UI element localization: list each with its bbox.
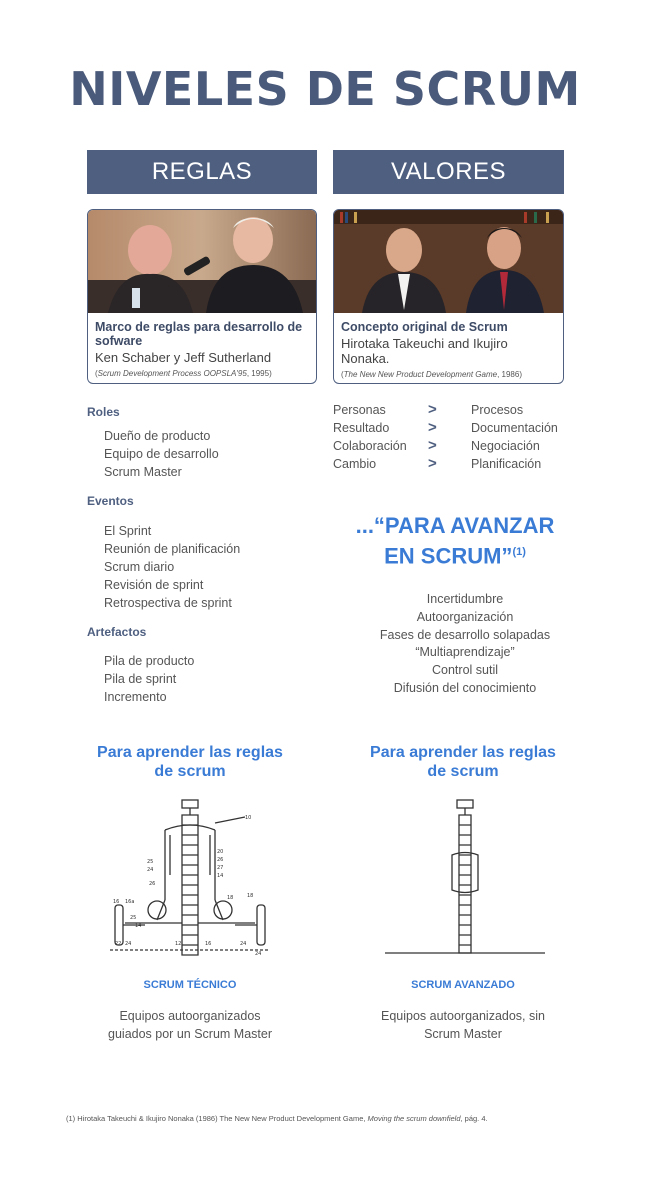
rules-card-source: (Scrum Development Process OOPSLA'95, 1995) [95, 369, 272, 378]
svg-text:27: 27 [217, 865, 224, 871]
list-item: Control sutil [432, 663, 498, 677]
list-item: Scrum diario [104, 560, 175, 574]
rules-photo [88, 210, 316, 313]
chevron-right-icon: > [428, 437, 437, 454]
svg-text:26: 26 [149, 881, 156, 887]
value-left: Resultado [333, 421, 390, 435]
value-left: Colaboración [333, 439, 407, 453]
chevron-right-icon: > [428, 419, 437, 436]
list-item: El Sprint [104, 524, 152, 538]
page-title: NIVELES DE SCRUM [69, 62, 581, 116]
scrum-tecnico-label: SCRUM TÉCNICO [143, 979, 237, 991]
svg-text:18: 18 [227, 895, 234, 901]
list-item: Incertidumbre [426, 592, 504, 606]
chevron-right-icon: > [428, 455, 437, 472]
events-heading: Eventos [87, 494, 134, 508]
list-item: Retrospectiva de sprint [104, 596, 232, 610]
value-right: Documentación [471, 421, 558, 435]
roles-heading: Roles [87, 405, 120, 419]
list-item: Revisión de sprint [104, 578, 204, 592]
svg-text:24: 24 [255, 951, 262, 957]
list-item: Difusión del conocimiento [393, 681, 537, 695]
chevron-right-icon: > [428, 401, 437, 418]
values-card-title: Concepto original de Scrum [341, 320, 508, 334]
values-header: VALORES [333, 150, 564, 194]
svg-text:25: 25 [130, 915, 137, 921]
list-item: Pila de producto [104, 654, 195, 668]
svg-text:18: 18 [247, 893, 254, 899]
svg-text:14: 14 [135, 923, 142, 929]
list-item: Equipo de desarrollo [104, 447, 219, 461]
svg-text:12: 12 [175, 941, 182, 947]
svg-text:16: 16 [113, 899, 120, 905]
svg-text:22: 22 [115, 941, 122, 947]
values-card-names: Hirotaka Takeuchi and Ikujiro Nonaka. [341, 336, 508, 366]
bicycle-diagram [380, 795, 550, 965]
values-card-source: (The New New Product Development Game, 1986) [341, 370, 522, 379]
list-item: Autoorganización [416, 610, 514, 624]
value-right: Negociación [471, 439, 540, 453]
svg-text:24: 24 [125, 941, 132, 947]
footnote: (1) Hirotaka Takeuchi & Ikujiro Nonaka (1986) The New New Product Development Game, Moving the scrum downfield, pág. 4. [66, 1114, 488, 1123]
scrum-avanzado-label: SCRUM AVANZADO [411, 979, 515, 991]
svg-text:24: 24 [147, 867, 154, 873]
svg-text:16a: 16a [125, 899, 135, 905]
list-item: “Multiaprendizaje” [415, 645, 515, 659]
value-right: Planificación [471, 457, 542, 471]
svg-text:26: 26 [217, 857, 224, 863]
footnote-ref: (1) [512, 546, 526, 558]
list-item: Incremento [104, 690, 167, 704]
value-right: Procesos [471, 403, 524, 417]
rules-card-names: Ken Schaber y Jeff Sutherland [95, 350, 272, 365]
scrum-tecnico-description: Equipos autoorganizados guiados por un Scrum Master [108, 1009, 272, 1041]
scrum-avanzado-description: Equipos autoorganizados, sin Scrum Master [380, 1009, 545, 1041]
bicycle-training-wheels-diagram [105, 795, 275, 965]
svg-text:20: 20 [217, 849, 224, 855]
svg-text:10: 10 [245, 815, 252, 821]
rules-card [87, 209, 317, 384]
rules-card-title: Marco de reglas para desarrollo de sofware [95, 320, 303, 348]
advance-quote: ...“PARA AVANZAR EN SCRUM”$^{(1)}$ [355, 513, 555, 569]
list-item: Dueño de producto [104, 429, 211, 443]
list-item: Reunión de planificación [104, 542, 241, 556]
value-left: Cambio [333, 457, 377, 471]
svg-text:14: 14 [217, 873, 224, 879]
list-item: Pila de sprint [104, 672, 177, 686]
list-item: Scrum Master [104, 465, 182, 479]
values-card [333, 209, 564, 384]
learn-left-heading: Para aprender las reglas de scrum [97, 744, 283, 780]
list-item: Fases de desarrollo solapadas [379, 628, 551, 642]
learn-right-heading: Para aprender las reglas de scrum [370, 744, 556, 780]
svg-text:24: 24 [240, 941, 247, 947]
svg-text:16: 16 [205, 941, 212, 947]
artifacts-heading: Artefactos [87, 625, 147, 639]
values-photo [334, 210, 563, 313]
value-left: Personas [333, 403, 386, 417]
rules-header: REGLAS [87, 150, 317, 194]
svg-text:25: 25 [147, 859, 154, 865]
